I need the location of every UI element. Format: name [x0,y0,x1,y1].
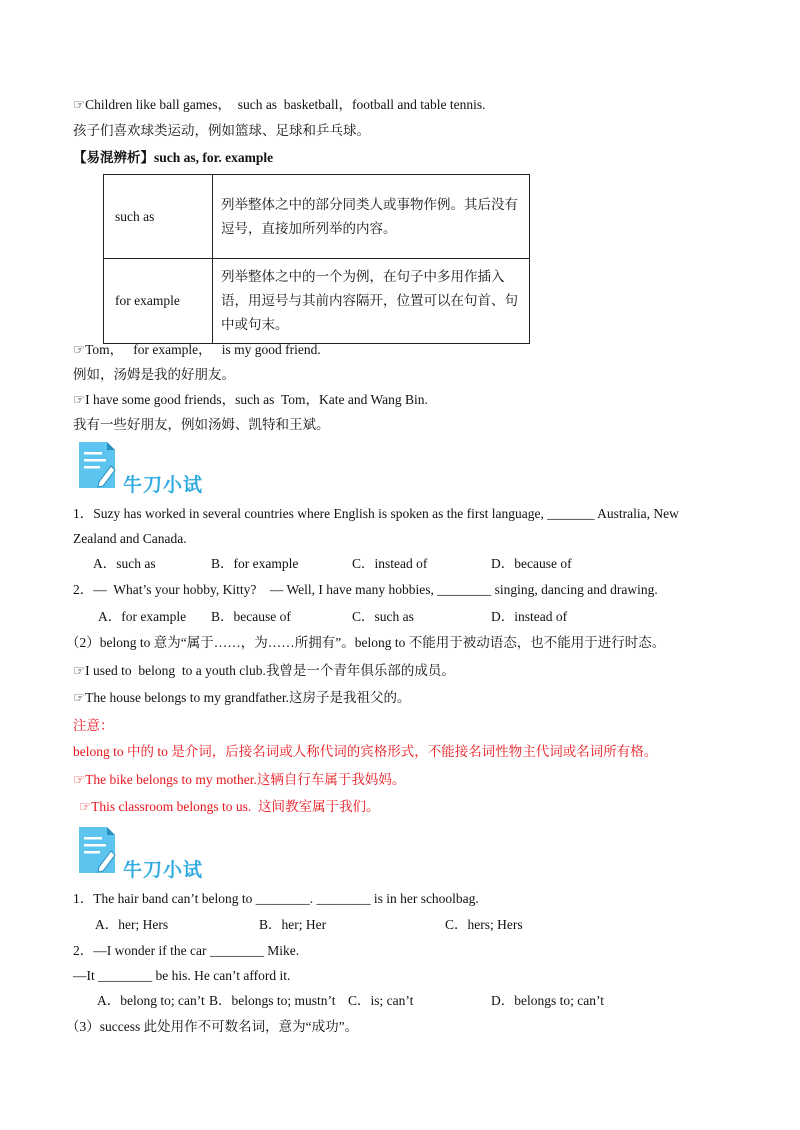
option-c: C．is; can’t [348,993,414,1008]
question-text: Zealand and Canada. [73,531,187,546]
belong-heading: （2）belong to 意为“属于……，为……所拥有”。belong to 不能用于被动语态，也不能用于进行时态。 [66,635,666,650]
note-example: ☞This classroom belongs to us. 这间教室属于我们。 [79,799,380,814]
example-sentence: ☞Children like ball games， such as basketball，football and table tennis. [73,97,486,112]
option-a: A．for example [98,609,187,624]
table-row [104,259,530,344]
option-a: A．belong to; can’t [97,993,205,1008]
note-text: belong to 中的 to 是介词，后接名词或人称代词的宾格形式，不能接名词性物主代词或名词所有格。 [73,744,658,759]
example-sentence: ☞I used to belong to a youth club.我曾是一个青年俱乐部的成员。 [73,663,455,678]
note-label: 注意： [73,718,114,733]
notepad-icon [77,825,117,875]
section-title: 牛刀小试 [123,474,204,496]
option-a: A．her; Hers [95,917,169,932]
option-b: B．belongs to; mustn’t [209,993,336,1008]
option-c: C．instead of [352,556,428,571]
success-heading: （3）success 此处用作不可数名词，意为“成功”。 [66,1019,359,1034]
option-c: C．hers; Hers [445,917,523,932]
section-header [73,825,233,893]
option-c: C．such as [352,609,414,624]
term-cell: such as [104,175,213,259]
option-d: D．instead of [491,609,568,624]
question-text: 1．Suzy has worked in several countries where English is spoken as the first language, _______ Australia, New [73,506,679,521]
question-text: 1．The hair band can’t belong to ________. ________ is in her schoolbag. [73,891,479,906]
example-sentence: ☞The house belongs to my grandfather.这房子是我祖父的。 [73,690,411,705]
section-header [73,440,233,508]
example-translation: 孩子们喜欢球类运动，例如篮球、足球和乒乓球。 [73,123,370,138]
compare-heading: 【易混辨析】such as, for. example [73,150,274,165]
option-d: D．belongs to; can’t [491,993,604,1008]
desc-cell: 列举整体之中的一个为例，在句子中多用作插入语，用逗号与其前内容隔开，位置可以在句首、句中或句末。 [213,259,530,344]
option-b: B．for example [211,556,299,571]
term-cell: for example [104,259,213,344]
question-text: 2．— What’s your hobby, Kitty? — Well, I have many hobbies, ________ singing, dancing and drawing. [73,582,658,597]
table-row [104,175,530,259]
option-a: A．such as [93,556,156,571]
question-text: —It ________ be his. He can’t afford it. [73,968,291,983]
example-translation: 例如，汤姆是我的好朋友。 [73,367,235,382]
option-b: B．her; Her [259,917,327,932]
example-sentence: ☞I have some good friends，such as Tom，Kate and Wang Bin. [73,392,428,407]
example-sentence: ☞Tom， for example， is my good friend. [73,342,321,357]
question-text: 2．—I wonder if the car ________ Mike. [73,943,300,958]
option-b: B．because of [211,609,291,624]
example-translation: 我有一些好朋友，例如汤姆、凯特和王斌。 [73,417,330,432]
desc-cell: 列举整体之中的部分同类人或事物作例。其后没有逗号，直接加所列举的内容。 [213,175,530,259]
notepad-icon [77,440,117,490]
option-d: D．because of [491,556,572,571]
comparison-table [103,174,530,344]
section-title: 牛刀小试 [123,859,204,881]
note-example: ☞The bike belongs to my mother.这辆自行车属于我妈妈。 [73,772,406,787]
